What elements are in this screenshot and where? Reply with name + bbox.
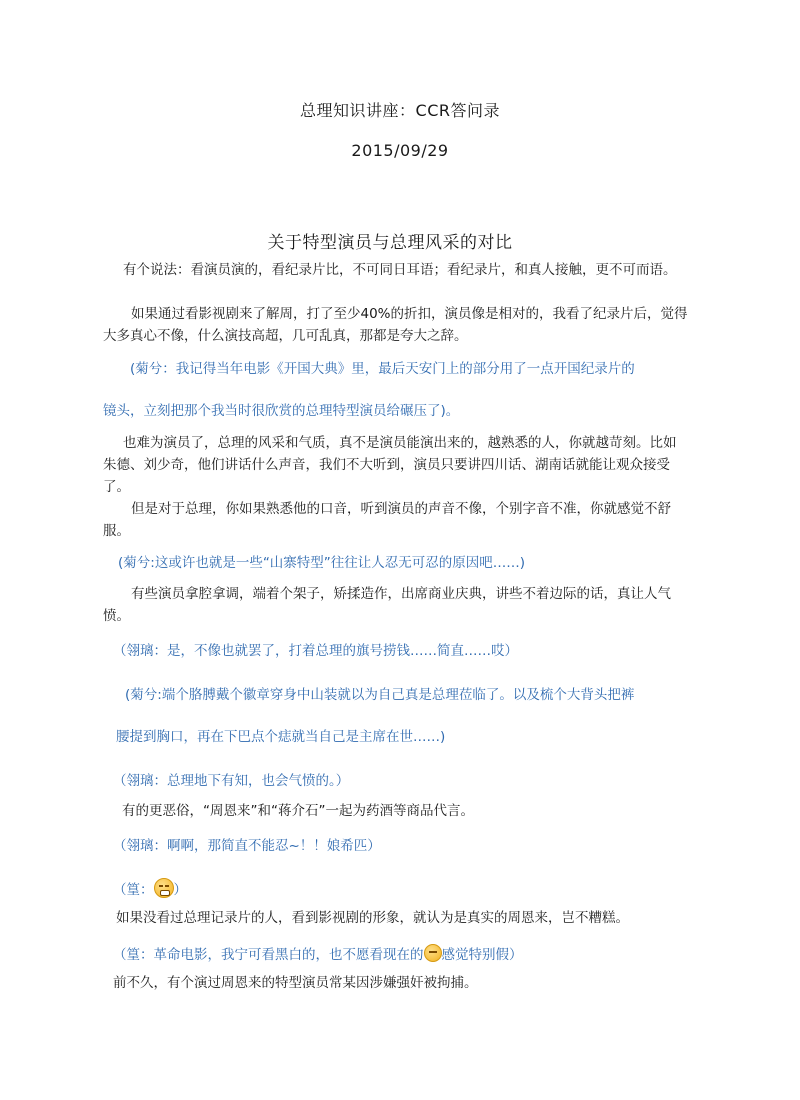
comment-lingli-3: （翎璃：啊啊，那简直不能忍~！！娘希匹） xyxy=(113,838,381,854)
unamused-face-icon xyxy=(424,944,442,962)
document-date: 2015/09/29 xyxy=(351,141,449,160)
paragraph-6: 有的更恶俗，“周恩来”和“蒋介石”一起为药酒等商品代言。 xyxy=(122,803,474,819)
comment-huang-1-open: （篁： xyxy=(113,882,154,898)
paragraph-1: 有个说法：看演员演的，看纪录片比，不可同日耳语；看纪录片，和真人接触，更不可而语。 xyxy=(123,262,677,278)
comment-lingli-2: （翎璃：总理地下有知，也会气愤的。） xyxy=(113,773,350,789)
document-title: 总理知识讲座：CCR答问录 xyxy=(300,101,500,120)
paragraph-3: 也难为演员了，总理的风采和气质，真不是演员能演出来的，越熟悉的人，你就越苛刻。比如朱德、刘少奇，他们讲话什么声音，我们不大听到，演员只要讲四川话、湖南话就能让观众接受了。 xyxy=(103,435,677,495)
comment-huang-2-text-a: （篁：革命电影，我宁可看黑白的，也不愿看现在的 xyxy=(113,947,424,963)
paragraph-5: 有些演员拿腔拿调，端着个架子，矫揉造作，出席商业庆典，讲些不着边际的话，真让人气愤。 xyxy=(103,586,671,624)
angry-face-icon xyxy=(154,878,174,898)
paragraph-7: 如果没看过总理记录片的人，看到影视剧的形象，就认为是真实的周恩来，岂不糟糕。 xyxy=(116,910,629,926)
comment-huang-1-close: ） xyxy=(173,882,187,898)
comment-juxi-2: (菊兮:这或许也就是一些“山寨特型”往往让人忍无可忍的原因吧……) xyxy=(118,555,526,571)
comment-huang-1 xyxy=(113,878,187,901)
comment-huang-2 xyxy=(113,944,523,966)
comment-juxi-3-line2: 腰提到胸口，再在下巴点个痣就当自己是主席在世……) xyxy=(116,729,446,745)
paragraph-4: 但是对于总理，你如果熟悉他的口音，听到演员的声音不像，个别字音不准，你就感觉不舒服。 xyxy=(103,501,671,539)
comment-lingli-1: （翎璃：是，不像也就罢了，打着总理的旗号捞钱……简直……哎） xyxy=(113,643,518,659)
section-heading: 关于特型演员与总理风采的对比 xyxy=(267,233,513,253)
paragraph-8: 前不久，有个演过周恩来的特型演员常某因涉嫌强奸被拘捕。 xyxy=(113,975,478,991)
comment-huang-2-text-b: 感觉特别假） xyxy=(441,947,523,963)
comment-juxi-1-line2: 镜头，立刻把那个我当时很欣赏的总理特型演员给碾压了)。 xyxy=(103,403,460,419)
comment-juxi-3-line1: (菊兮:端个胳膊戴个徽章穿身中山装就以为自己真是总理莅临了。以及梳个大背头把裤 xyxy=(125,687,635,703)
comment-juxi-1-line1: (菊兮：我记得当年电影《开国大典》里，最后天安门上的部分用了一点开国纪录片的 xyxy=(130,361,635,377)
paragraph-2: 如果通过看影视剧来了解周，打了至少40%的折扣，演员像是相对的，我看了纪录片后，觉得大多真心不像，什么演技高超，几可乱真，那都是夸大之辞。 xyxy=(103,306,688,344)
